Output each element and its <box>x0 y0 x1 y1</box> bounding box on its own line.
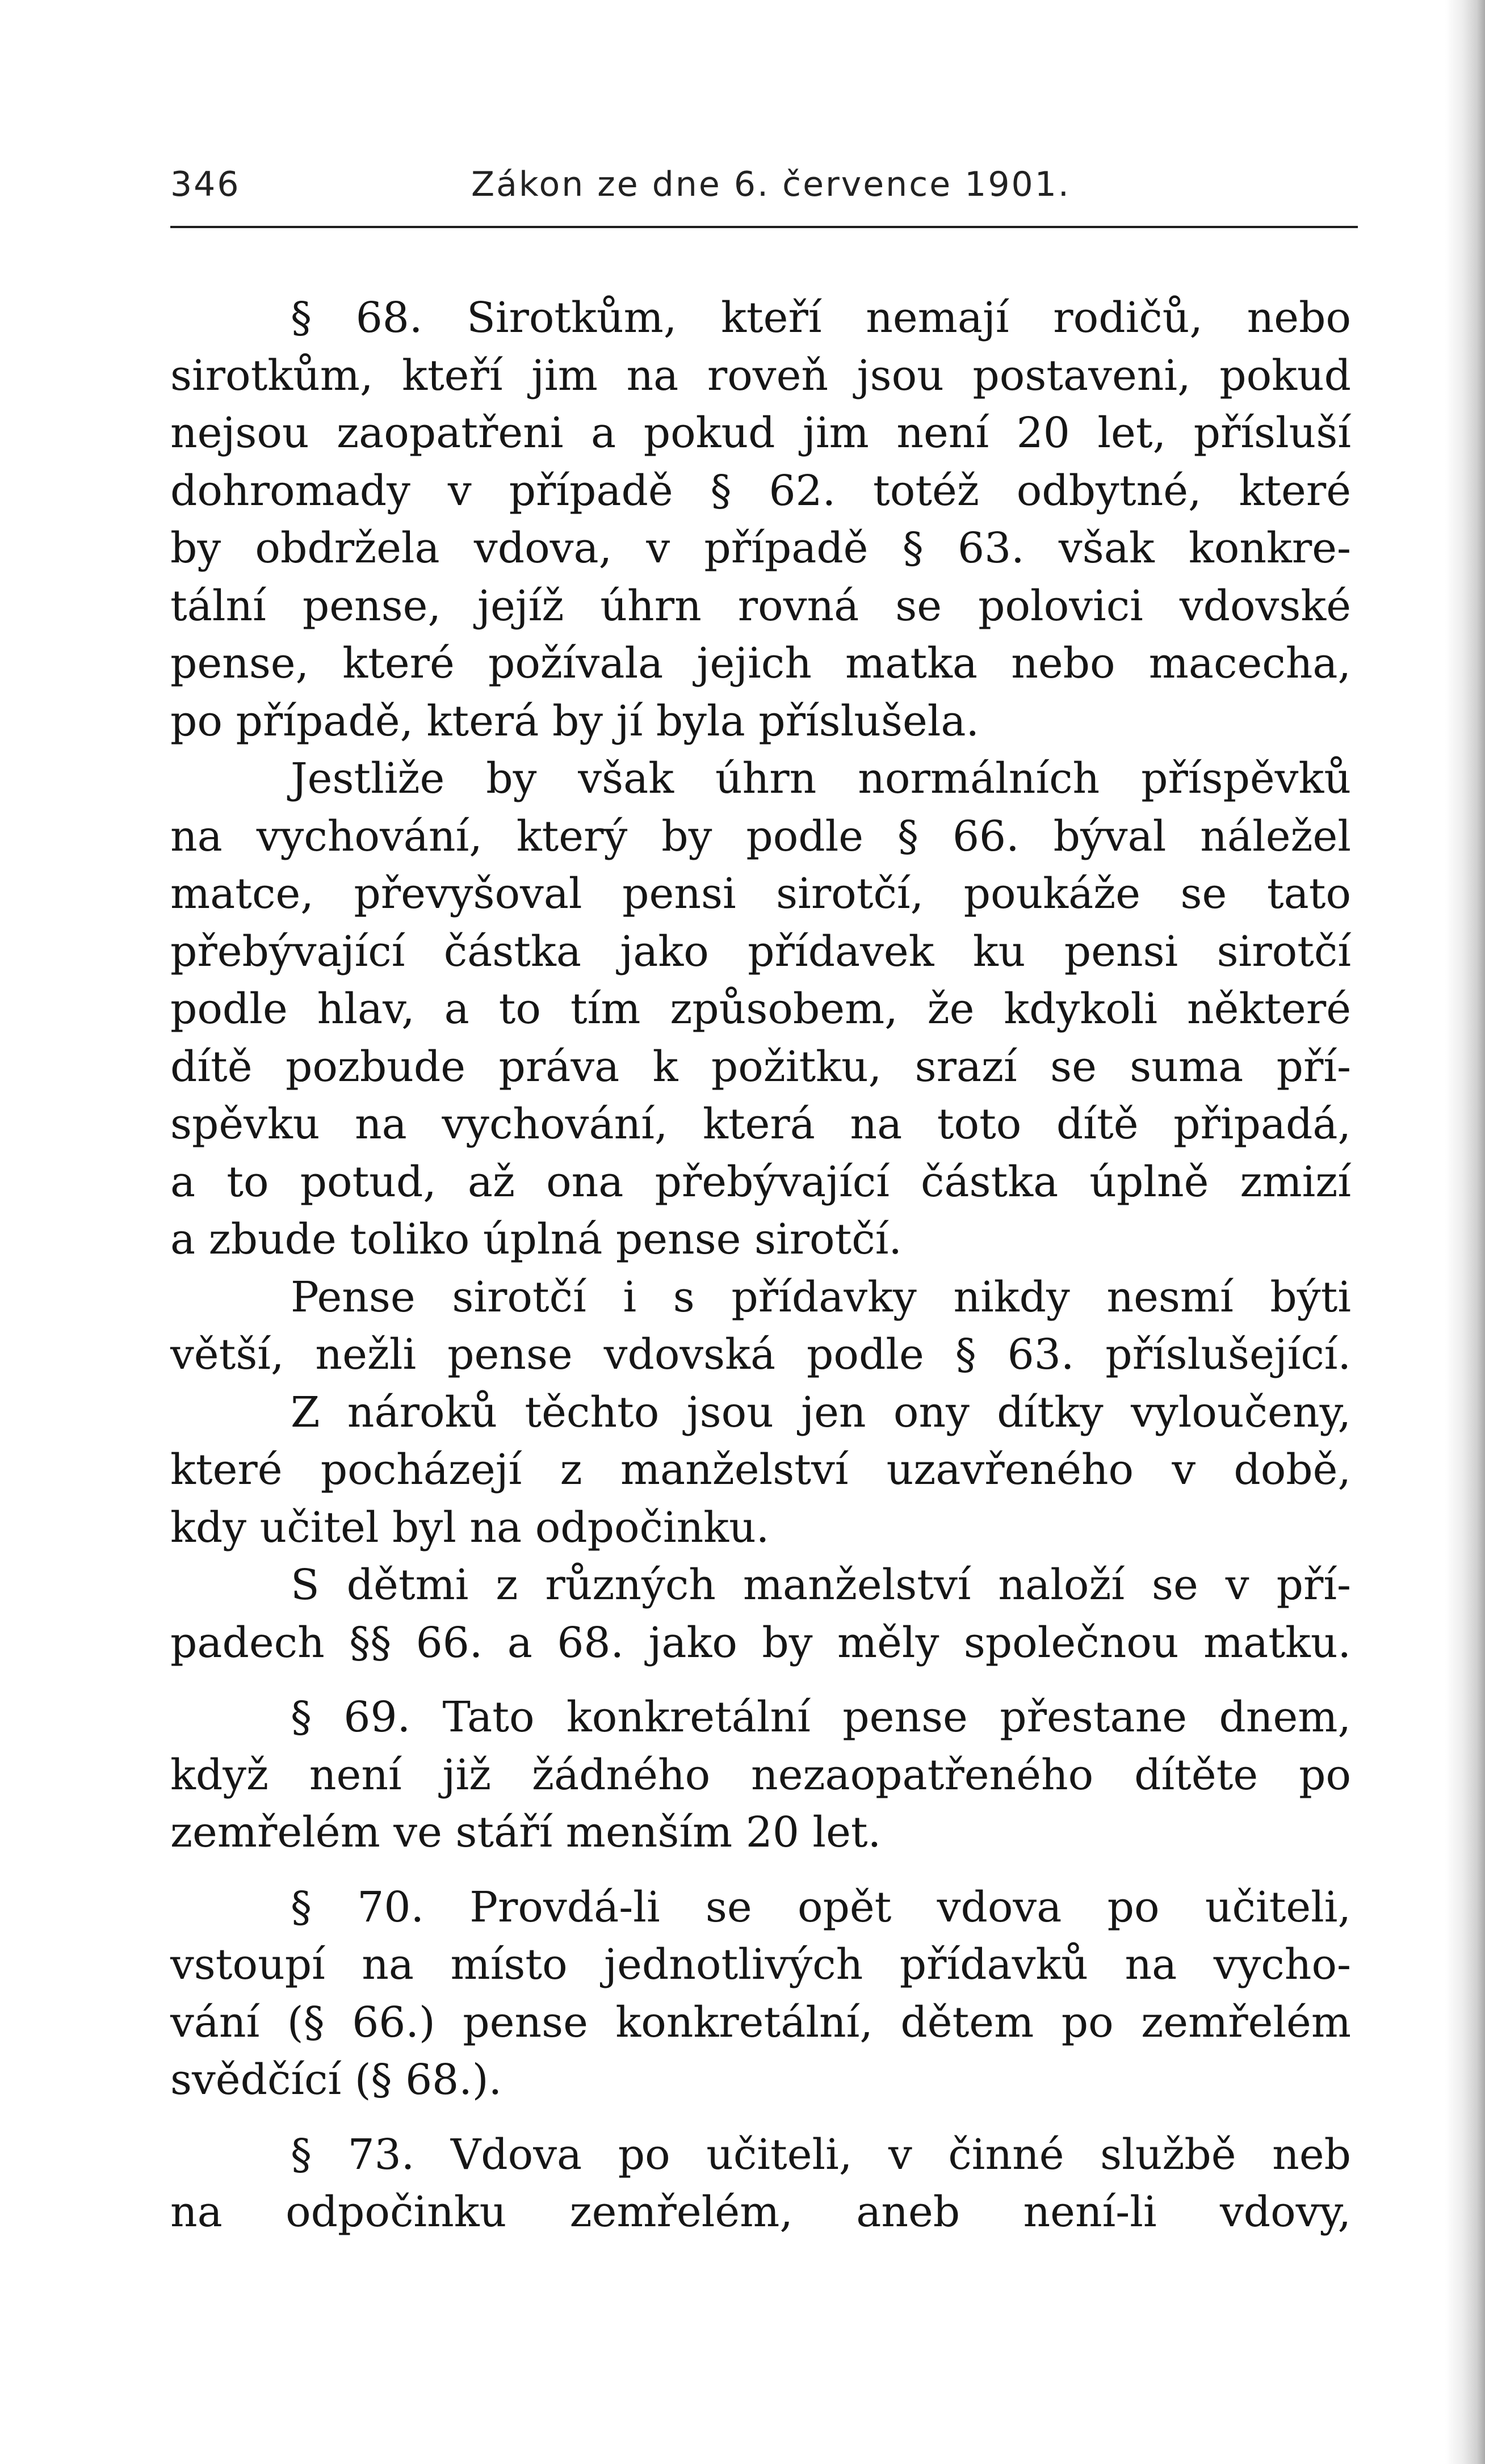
text-line: pense, které požívala jejich matka nebo macecha, <box>170 639 1351 688</box>
text-line: svědčící (§ 68.). <box>170 2055 502 2104</box>
text-line: a to potud, až ona přebývající částka úplně zmizí <box>170 1157 1351 1206</box>
text-line: § 73. Vdova po učiteli, v činné službě neb <box>291 2130 1351 2179</box>
text-line: Pense sirotčí i s přídavky nikdy nesmí býti <box>291 1272 1351 1322</box>
text-line: které pocházejí z manželství uzavřeného v době, <box>170 1445 1351 1494</box>
text-line: po případě, která by jí byla příslušela. <box>170 696 980 746</box>
text-line: zemřelém ve stáří menším 20 let. <box>170 1808 882 1857</box>
running-title: Zákon ze dne 6. července 1901. <box>471 165 1071 204</box>
text-line: by obdržela vdova, v případě § 63. však konkre- <box>170 524 1351 573</box>
text-line: S dětmi z různých manželství naloží se v pří- <box>291 1561 1351 1609</box>
text-line: § 68. Sirotkům, kteří nemají rodičů, nebo <box>291 293 1351 342</box>
paragraph-section-70 <box>170 1879 1351 2109</box>
text-line: vání (§ 66.) pense konkretální, dětem po zemřelém <box>170 1998 1351 2047</box>
text-line: padech §§ 66. a 68. jako by měly společnou matku. <box>170 1618 1351 1667</box>
text-line: vstoupí na místo jednotlivých přídavků na vycho- <box>170 1940 1351 1989</box>
text-line: tální pense, jejíž úhrn rovná se polovici vdovské <box>170 581 1351 630</box>
paragraph-section-69 <box>170 1689 1351 1862</box>
text-line: když není již žádného nezaopatřeného dítěte po <box>170 1750 1351 1799</box>
paragraph-section-68 <box>170 289 1351 750</box>
paragraph-section-68-cont-4 <box>170 1557 1351 1672</box>
text-line: nejsou zaopatřeni a pokud jim není 20 let, přísluší <box>170 409 1351 457</box>
paragraph-section-68-cont-3 <box>170 1384 1351 1557</box>
text-line: přebývající částka jako přídavek ku pensi sirotčí <box>170 927 1351 976</box>
text-line: Z nároků těchto jsou jen ony dítky vyloučeny, <box>291 1387 1351 1437</box>
page-edge-shadow <box>1445 0 1485 2464</box>
text-line: dítě pozbude práva k požitku, srazí se suma pří- <box>170 1042 1351 1091</box>
running-header <box>170 165 1360 216</box>
text-line: a zbude toliko úplná pense sirotčí. <box>170 1215 902 1264</box>
text-line: § 70. Provdá-li se opět vdova po učiteli, <box>291 1882 1351 1932</box>
body-text <box>170 289 1351 2242</box>
paragraph-section-68-cont-1 <box>170 750 1351 1269</box>
page-number: 346 <box>170 165 241 204</box>
text-line: dohromady v případě § 62. totéž odbytné, které <box>170 466 1351 515</box>
text-line: sirotkům, kteří jim na roveň jsou postaveni, pokud <box>170 351 1351 400</box>
text-line: větší, nežli pense vdovská podle § 63. příslušející. <box>170 1330 1351 1379</box>
text-line: na vychování, který by podle § 66. býval náležel <box>170 811 1351 861</box>
text-line: podle hlav, a to tím způsobem, že kdykoli některé <box>170 985 1351 1033</box>
header-rule <box>170 226 1358 228</box>
paragraph-section-68-cont-2 <box>170 1269 1351 1384</box>
paragraph-section-73 <box>170 2126 1351 2242</box>
text-line: § 69. Tato konkretální pense přestane dnem, <box>291 1693 1351 1742</box>
text-line: na odpočinku zemřelém, aneb není-li vdovy, <box>170 2188 1351 2236</box>
text-line: Jestliže by však úhrn normálních příspěvků <box>291 754 1351 803</box>
text-line: spěvku na vychování, která na toto dítě připadá, <box>170 1100 1351 1149</box>
text-line: kdy učitel byl na odpočinku. <box>170 1503 770 1552</box>
text-line: matce, převyšoval pensi sirotčí, poukáže se tato <box>170 869 1351 918</box>
